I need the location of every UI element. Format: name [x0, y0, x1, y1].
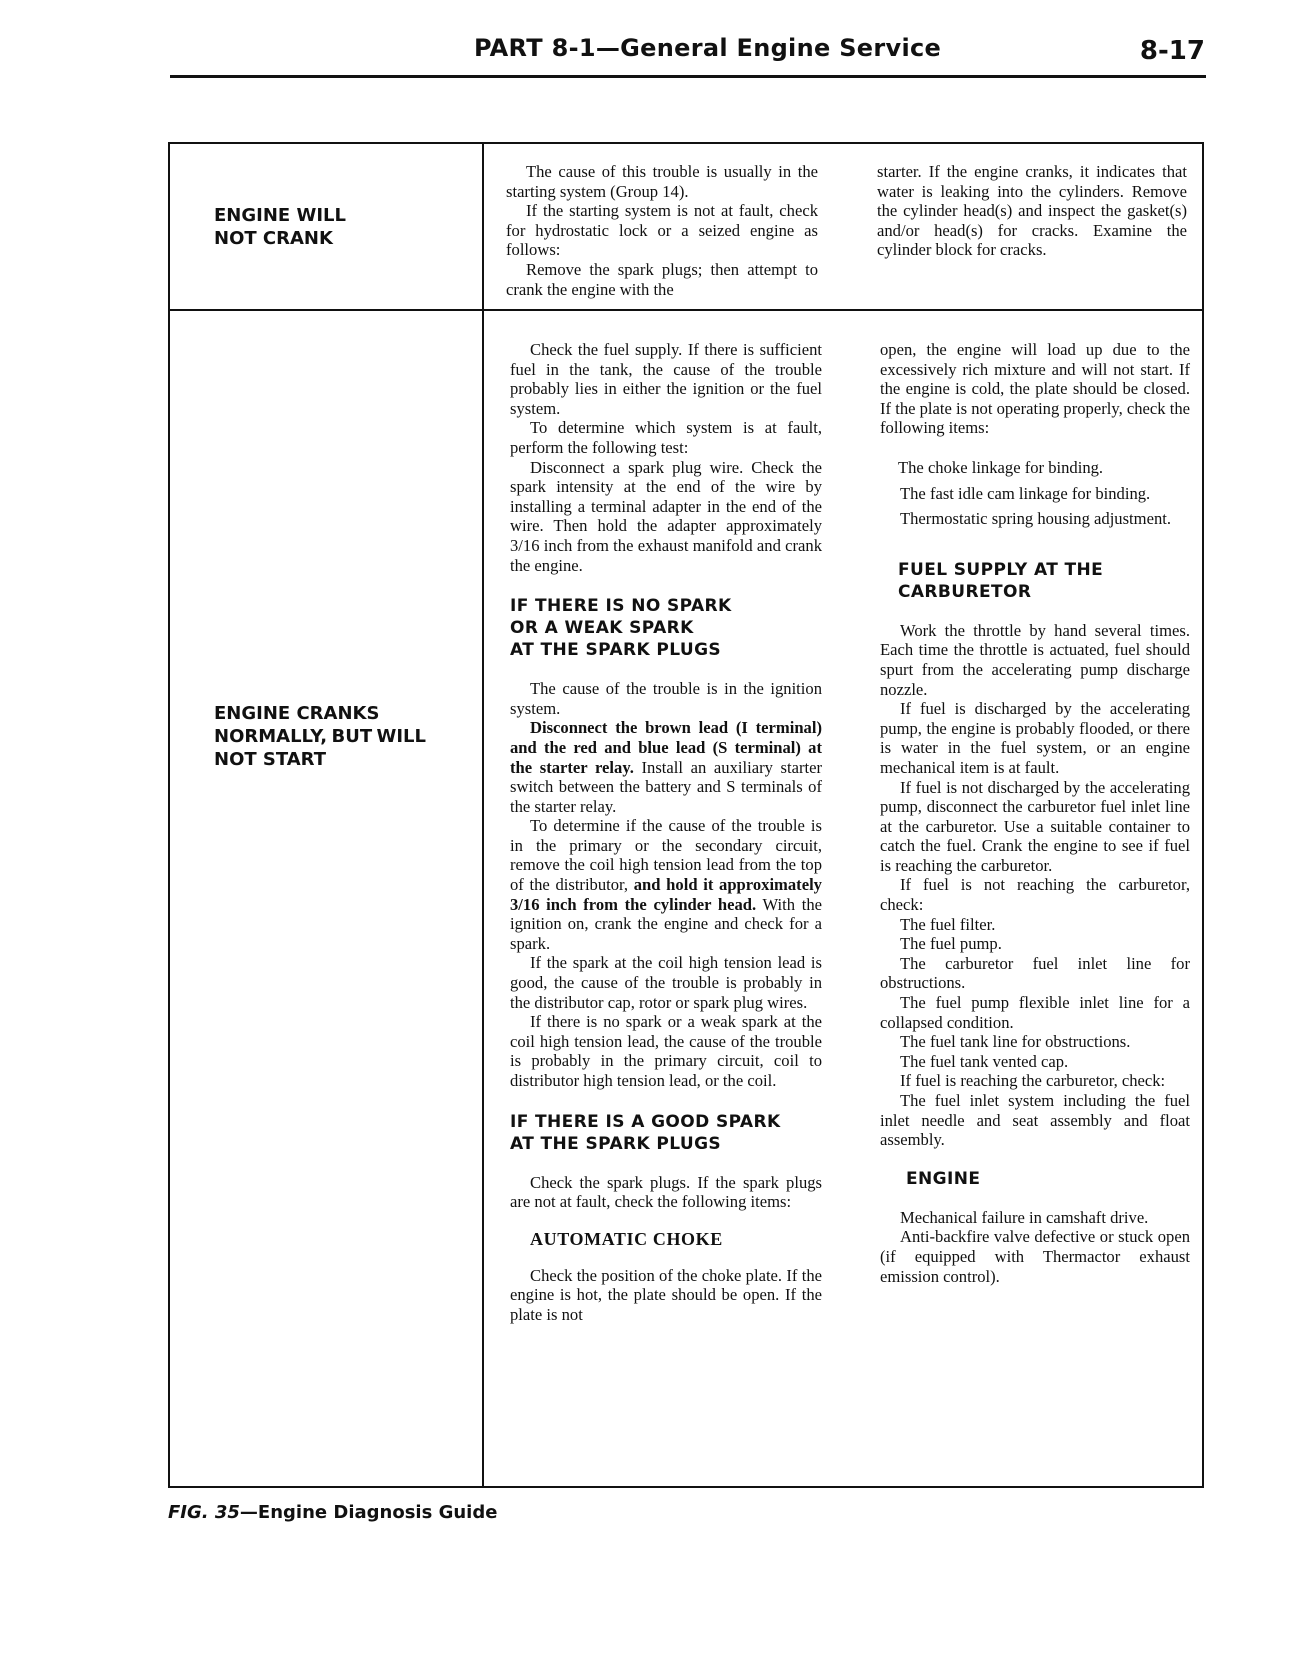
figure-caption — [168, 1502, 497, 1523]
paragraph — [510, 816, 822, 953]
row2-procedure-col1 — [510, 340, 822, 1325]
paragraph: If there is no spark or a weak spark at the coil high tension lead, the cause of the trouble is probably in the primary circuit, coil to distributor high tension lead, or the coil. — [510, 1012, 822, 1090]
paragraph: If fuel is discharged by the accelerating pump, the engine is probably flooded, or there is water in the fuel system, or an engine mechanical item is at fault. — [880, 699, 1190, 777]
row1-procedure-col1 — [506, 162, 818, 299]
paragraph — [510, 718, 822, 816]
checklist-item: The fuel inlet system including the fuel inlet needle and seat assembly and float assembly. — [880, 1091, 1190, 1150]
paragraph: If fuel is not reaching the carburetor, check: — [880, 875, 1190, 915]
bold-text: and hold it approximately 3/16 inch from the cylinder head. — [510, 875, 822, 914]
row2-procedure-col2 — [880, 340, 1190, 1286]
checklist-item: The fuel tank vented cap. — [900, 1051, 1069, 1071]
figure-title: —Engine Diagnosis Guide — [239, 1502, 498, 1523]
text: With the ignition on, crank the engine and check for a spark. — [510, 894, 822, 953]
paragraph: If fuel is not discharged by the accelerating pump, disconnect the carburetor fuel inlet line at the carburetor. Use a suitable container to catch the fuel. Crank the engine to see if fuel is reaching the carburetor. — [880, 777, 1190, 875]
bold-text: Disconnect the brown lead (I terminal) and the red and blue lead (S terminal) at the starter relay. — [510, 718, 822, 777]
checklist-item: The fuel pump flexible inlet line for a collapsed condition. — [880, 993, 1190, 1032]
section-heading: OR A WEAK SPARK — [510, 618, 694, 639]
row-divider — [170, 309, 1202, 311]
paragraph: If the spark at the coil high tension lead is good, the cause of the trouble is probably in the distributor cap, rotor or spark plug wires. — [510, 953, 822, 1012]
condition-word: BUT — [331, 726, 373, 747]
header-rule — [170, 75, 1206, 78]
checklist-item: The fuel filter. — [900, 914, 996, 934]
row1-procedure-col2 — [877, 162, 1187, 260]
condition-line: NOT CRANK — [214, 228, 333, 249]
paragraph: Check the position of the choke plate. If the engine is hot, the plate should be open. If the plate is not — [510, 1265, 822, 1324]
condition-line: ENGINE WILL — [214, 205, 346, 226]
checklist-item: The fuel pump. — [900, 934, 1002, 954]
paragraph: If the starting system is not at fault, check for hydrostatic lock or a seized engine as follows: — [506, 201, 818, 260]
paragraph: Anti-backfire valve defective or stuck open (if equipped with Thermactor exhaust emission control). — [880, 1227, 1190, 1286]
column-divider — [482, 144, 484, 1486]
condition-word: NORMALLY, — [214, 726, 328, 747]
paragraph: Disconnect a spark plug wire. Check the spark intensity at the end of the wire by installing a terminal adapter in the end of the wire. Then hold the adapter approximately 3/16 inch from the exhaust manifold and crank the engine. — [510, 457, 822, 575]
checklist-item: The choke linkage for binding. — [898, 457, 1104, 477]
section-heading: ENGINE — [906, 1168, 981, 1189]
condition-engine-cranks-but-will-not-start — [214, 702, 434, 771]
paragraph: Work the throttle by hand several times. Each time the throttle is actuated, fuel should spurt from the accelerating pump discharge nozzle. — [880, 620, 1190, 699]
text: To determine if the cause of the trouble is in the primary or the secondary circuit, remove the coil high tension lead from the top of the distributor, — [510, 816, 822, 895]
section-heading: CARBURETOR — [898, 581, 1032, 602]
page-title: PART 8-1—General Engine Service — [474, 34, 942, 62]
checklist-item: The carburetor fuel inlet line for obstructions. — [880, 953, 1190, 993]
paragraph: open, the engine will load up due to the excessively rich mixture and will not start. If the engine is cold, the plate should be closed. If the plate is not operating properly, check the following items: — [880, 340, 1190, 438]
page-number: 8-17 — [1139, 36, 1205, 66]
paragraph: The cause of the trouble is in the ignition system. — [510, 679, 822, 718]
text: Install an auxiliary starter switch between the battery and S terminals of the starter relay. — [510, 757, 823, 816]
engine-diagnosis-table — [168, 142, 1204, 1488]
paragraph: If fuel is reaching the carburetor, check: — [900, 1071, 1166, 1091]
condition-line: NOT START — [214, 749, 327, 770]
checklist-item: Thermostatic spring housing adjustment. — [900, 509, 1171, 529]
condition-engine-will-not-crank — [214, 204, 346, 250]
paragraph: starter. If the engine cranks, it indicates that water is leaking into the cylinders. Remove the cylinder head(s) and inspect the gasket(s) and/or head(s) for cracks. Examine the cylinder block for cracks. — [877, 162, 1187, 260]
section-heading: AUTOMATIC CHOKE — [530, 1228, 723, 1249]
condition-line: ENGINE CRANKS — [214, 703, 380, 724]
page-header — [0, 0, 1301, 80]
paragraph: Remove the spark plugs; then attempt to crank the engine with the — [506, 259, 818, 299]
section-heading: AT THE SPARK PLUGS — [510, 1133, 722, 1154]
checklist-item: The fast idle cam linkage for binding. — [900, 483, 1151, 503]
figure-number: FIG. 35 — [168, 1502, 240, 1523]
paragraph: Check the spark plugs. If the spark plugs are not at fault, check the following items: — [510, 1172, 822, 1212]
section-heading: IF THERE IS A GOOD SPARK — [510, 1111, 781, 1132]
section-heading: AT THE SPARK PLUGS — [510, 640, 722, 661]
paragraph: The cause of this trouble is usually in the starting system (Group 14). — [506, 162, 818, 201]
paragraph: Check the fuel supply. If there is sufficient fuel in the tank, the cause of the trouble probably lies in either the ignition or the fuel system. — [510, 340, 822, 418]
checklist-item: The fuel tank line for obstructions. — [900, 1032, 1131, 1052]
condition-line — [214, 725, 426, 748]
condition-word: WILL — [376, 726, 426, 747]
section-heading: FUEL SUPPLY AT THE — [898, 559, 1104, 580]
paragraph: To determine which system is at fault, perform the following test: — [510, 418, 822, 457]
section-heading: IF THERE IS NO SPARK — [510, 596, 732, 617]
paragraph: Mechanical failure in camshaft drive. — [900, 1207, 1149, 1227]
